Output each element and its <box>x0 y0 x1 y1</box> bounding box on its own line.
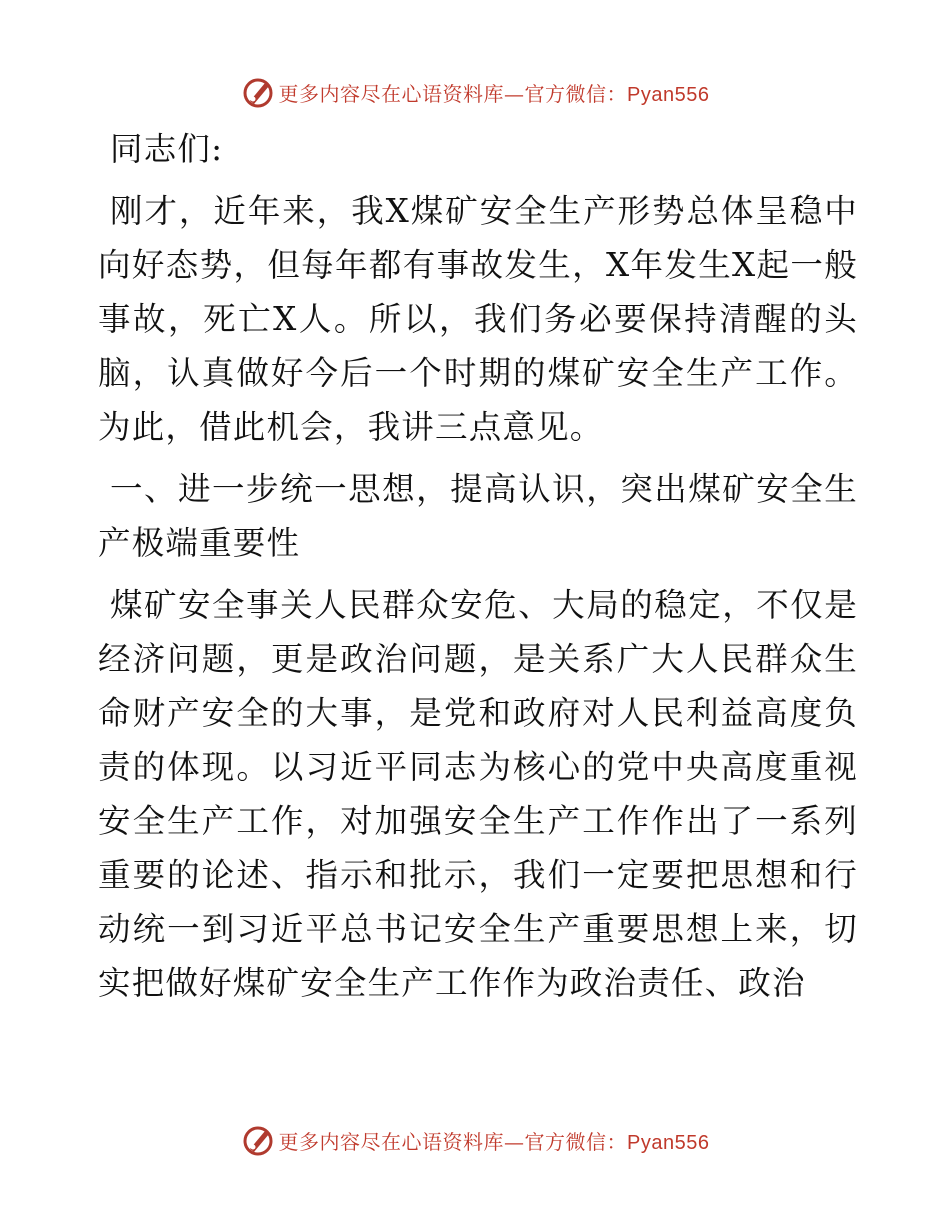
footer-watermark-banner <box>0 1120 950 1160</box>
watermark-separator: — <box>504 81 525 106</box>
watermark-text <box>279 78 710 107</box>
watermark-brand: 更多内容尽在心语资料库 <box>278 1129 505 1154</box>
pen-logo-icon <box>241 1123 275 1157</box>
section-heading-1: 一、进一步统一思想，提高认识，突出煤矿安全生产极端重要性 <box>98 470 858 562</box>
watermark-contact-label: 官方微信： <box>524 1129 628 1154</box>
watermark-contact-id: Pyan556 <box>627 1131 710 1154</box>
header-watermark-banner <box>0 72 950 112</box>
salutation: 同志们: <box>110 130 224 168</box>
watermark-contact-label: 官方微信： <box>524 81 628 106</box>
paragraph-body: 煤矿安全事关人民群众安危、大局的稳定，不仅是经济问题，更是政治问题，是关系广大人民群众生命财产安全的大事，是党和政府对人民利益高度负责的体现。以习近平同志为核心的党中央高度重视安全生产工作，对加强安全生产工作作出了一系列重要的论述、指示和批示，我们一定要把思想和行动统一到习近平总书记安全生产重要思想上来，切实把做好煤矿安全生产工作作为政治责任、政治 <box>98 586 858 1002</box>
document-body <box>98 122 858 1010</box>
paragraph-intro: 刚才，近年来，我X煤矿安全生产形势总体呈稳中向好态势，但每年都有事故发生，X年发生X起一般事故，死亡X人。所以，我们务必要保持清醒的头脑，认真做好今后一个时期的煤矿安全生产工作。为此，借此机会，我讲三点意见。 <box>98 192 858 446</box>
watermark-contact-id: Pyan556 <box>627 83 710 106</box>
watermark-text <box>279 1126 710 1155</box>
watermark-brand: 更多内容尽在心语资料库 <box>278 81 505 106</box>
pen-logo-icon <box>241 75 275 109</box>
watermark-separator: — <box>504 1129 525 1154</box>
